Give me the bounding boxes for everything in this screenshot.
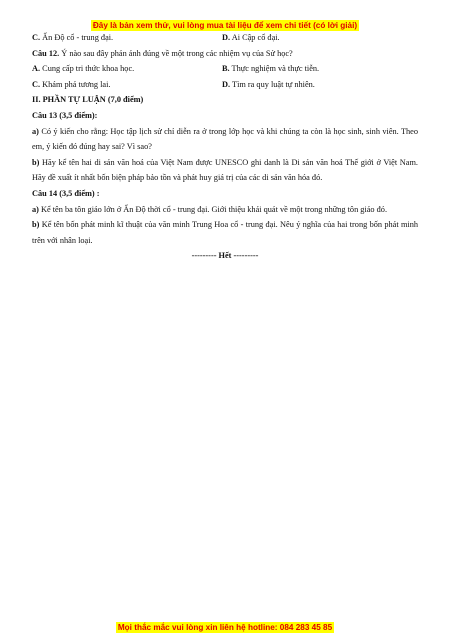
q12-question (32, 46, 418, 62)
q13-part-b (32, 155, 418, 186)
q11-options-row (32, 30, 418, 46)
q14-heading: Câu 14 (3,5 điểm) : (32, 188, 100, 198)
part-label: a) (32, 126, 39, 136)
option-text: Cung cấp tri thức khoa học. (42, 64, 135, 74)
option-label: C. (32, 33, 41, 42)
q14-part-a (32, 202, 418, 218)
part-label: b) (32, 157, 40, 167)
section-heading: II. PHẦN TỰ LUẬN (7,0 điểm) (32, 95, 144, 105)
end-marker: --------- Hết --------- (191, 251, 259, 261)
option-label: A. (32, 64, 41, 74)
part-label: b) (32, 220, 40, 230)
q12-option-d (222, 77, 412, 93)
q12-option-a (32, 61, 222, 77)
part-label: a) (32, 204, 39, 214)
question-label: Câu 12. (32, 48, 60, 58)
part-text: Kể tên bốn phát minh kĩ thuật của văn minh Trung Hoa cổ - trung đại. Nêu ý nghĩa của hai trong bốn phát minh trên với nhân loại. (32, 220, 419, 245)
q12-options-row-2 (32, 77, 418, 93)
option-text: Tìm ra quy luật tự nhiên. (232, 79, 315, 89)
q12-options-row-1 (32, 61, 418, 77)
option-text: Khám phá tương lai. (42, 79, 111, 89)
q13-part-a (32, 124, 418, 155)
part-text: Hãy kể tên hai di sản văn hoá của Việt Nam được UNESCO ghi danh là Di sản văn hoá Thế giới ở Việt Nam. Hãy đề xuất ít nhất bốn biện pháp bảo tồn và phát huy giá trị của các di sản văn hóa đó. (32, 157, 418, 183)
q13-heading: Câu 13 (3,5 điểm): (32, 110, 98, 120)
preview-banner-text: Đây là bản xem thử, vui lòng mua tài liệu để xem chi tiết (có lời giải) (92, 21, 358, 30)
option-text: Thực nghiệm và thực tiễn. (231, 64, 320, 74)
q12-option-b (222, 61, 412, 77)
q12-option-c (32, 77, 222, 93)
q14-part-b (32, 217, 418, 248)
option-label: C. (32, 79, 41, 89)
q11-option-d (222, 30, 412, 46)
q11-option-c (32, 30, 222, 46)
hotline-footer (0, 617, 450, 635)
hotline-text: Mọi thắc mắc vui lòng xin liên hệ hotline: 084 283 45 85 (117, 623, 333, 632)
option-text: Ấn Độ cổ - trung đại. (42, 33, 114, 42)
question-text: Ý nào sau đây phản ánh đúng về một trong các nhiệm vụ của Sử học? (61, 48, 293, 58)
option-text: Ai Cập cổ đại. (231, 33, 280, 42)
part-text: Kể tên ba tôn giáo lớn ở Ấn Độ thời cổ - trung đại. Giới thiệu khái quát về một trong những tôn giáo đó. (41, 204, 388, 214)
option-label: D. (222, 33, 231, 42)
part-text: Có ý kiến cho rằng: Học tập lịch sử chỉ diễn ra ở trong lớp học và khi chúng ta còn là học sinh, sinh viên. Theo em, ý kiến đó đúng hay sai? Vì sao? (32, 126, 419, 152)
option-label: D. (222, 79, 231, 89)
document-body (32, 30, 418, 264)
option-label: B. (222, 64, 230, 74)
